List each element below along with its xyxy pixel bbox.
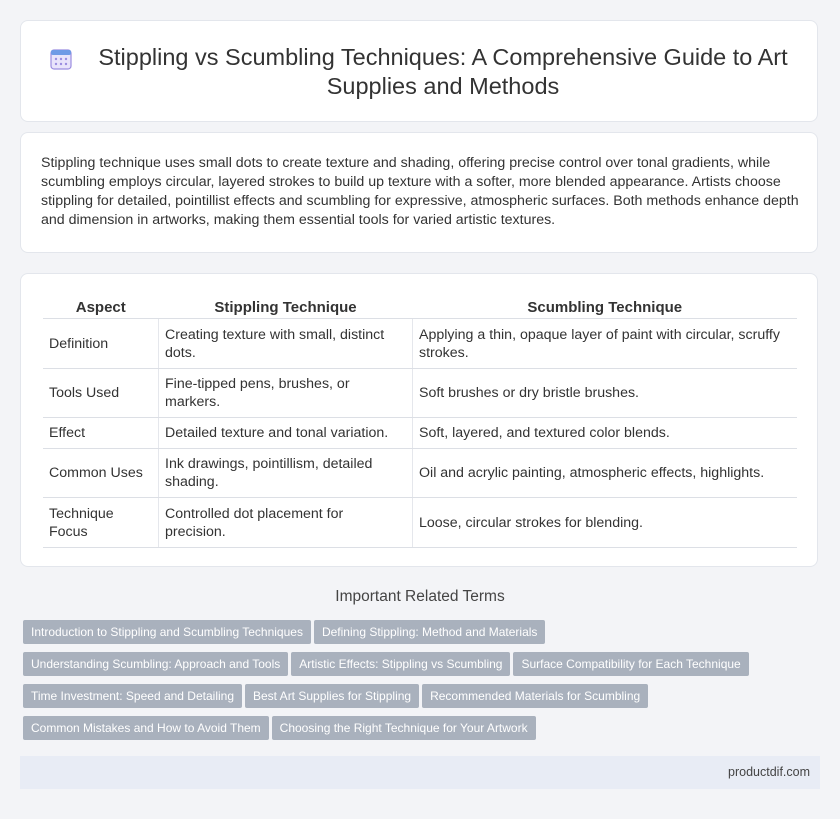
- related-terms-title: Important Related Terms: [335, 588, 505, 605]
- related-tag[interactable]: Understanding Scumbling: Approach and Tools: [23, 652, 288, 676]
- comparison-table: [43, 296, 797, 548]
- aspect-cell: Technique Focus: [43, 498, 159, 548]
- aspect-cell: Definition: [43, 319, 159, 369]
- calendar-icon: [48, 46, 74, 72]
- related-tag[interactable]: Recommended Materials for Scumbling: [422, 684, 648, 708]
- stippling-cell: Ink drawings, pointillism, detailed shading.: [159, 449, 413, 498]
- intro-text: Stippling technique uses small dots to create texture and shading, offering precise control over tonal gradients, while scumbling employs circular, layered strokes to build up texture with a softer, more blended appearance. Artists choose stippling for detailed, pointillist effects and scumbling for expressive, atmospheric surfaces. Both methods enhance depth and dimension in artworks, making them essential tools for varied artistic textures.: [41, 155, 799, 228]
- aspect-cell: Effect: [43, 418, 159, 449]
- related-tag[interactable]: Choosing the Right Technique for Your Artwork: [272, 716, 536, 740]
- table-row: [43, 418, 797, 449]
- footer: [20, 756, 820, 789]
- aspect-cell: Common Uses: [43, 449, 159, 498]
- header-aspect: Aspect: [43, 296, 159, 319]
- table-row: [43, 369, 797, 418]
- scumbling-cell: Soft, layered, and textured color blends.: [413, 418, 798, 449]
- related-tags: [23, 620, 823, 748]
- stippling-cell: Controlled dot placement for precision.: [159, 498, 413, 548]
- aspect-cell: Tools Used: [43, 369, 159, 418]
- related-tag[interactable]: Time Investment: Speed and Detailing: [23, 684, 242, 708]
- stippling-cell: Creating texture with small, distinct dots.: [159, 319, 413, 369]
- table-row: [43, 498, 797, 548]
- intro-card: [20, 132, 818, 253]
- related-tag[interactable]: Surface Compatibility for Each Technique: [513, 652, 748, 676]
- related-tag[interactable]: Introduction to Stippling and Scumbling Techniques: [23, 620, 311, 644]
- stippling-cell: Fine-tipped pens, brushes, or markers.: [159, 369, 413, 418]
- related-tag[interactable]: Artistic Effects: Stippling vs Scumbling: [291, 652, 510, 676]
- page-title: Stippling vs Scumbling Techniques: A Comprehensive Guide to Art Supplies and Methods: [98, 44, 788, 99]
- comparison-card: [20, 273, 818, 567]
- scumbling-cell: Soft brushes or dry bristle brushes.: [413, 369, 798, 418]
- related-tag[interactable]: Best Art Supplies for Stippling: [245, 684, 419, 708]
- table-header-row: [43, 296, 797, 319]
- scumbling-cell: Loose, circular strokes for blending.: [413, 498, 798, 548]
- scumbling-cell: Applying a thin, opaque layer of paint with circular, scruffy strokes.: [413, 319, 798, 369]
- scumbling-cell: Oil and acrylic painting, atmospheric effects, highlights.: [413, 449, 798, 498]
- related-tag[interactable]: Defining Stippling: Method and Materials: [314, 620, 545, 644]
- header-card: [20, 20, 818, 122]
- related-tag[interactable]: Common Mistakes and How to Avoid Them: [23, 716, 269, 740]
- site-name[interactable]: productdif.com: [728, 765, 810, 779]
- table-row: [43, 319, 797, 369]
- header-scumbling: Scumbling Technique: [413, 296, 798, 319]
- table-row: [43, 449, 797, 498]
- stippling-cell: Detailed texture and tonal variation.: [159, 418, 413, 449]
- header-stippling: Stippling Technique: [159, 296, 413, 319]
